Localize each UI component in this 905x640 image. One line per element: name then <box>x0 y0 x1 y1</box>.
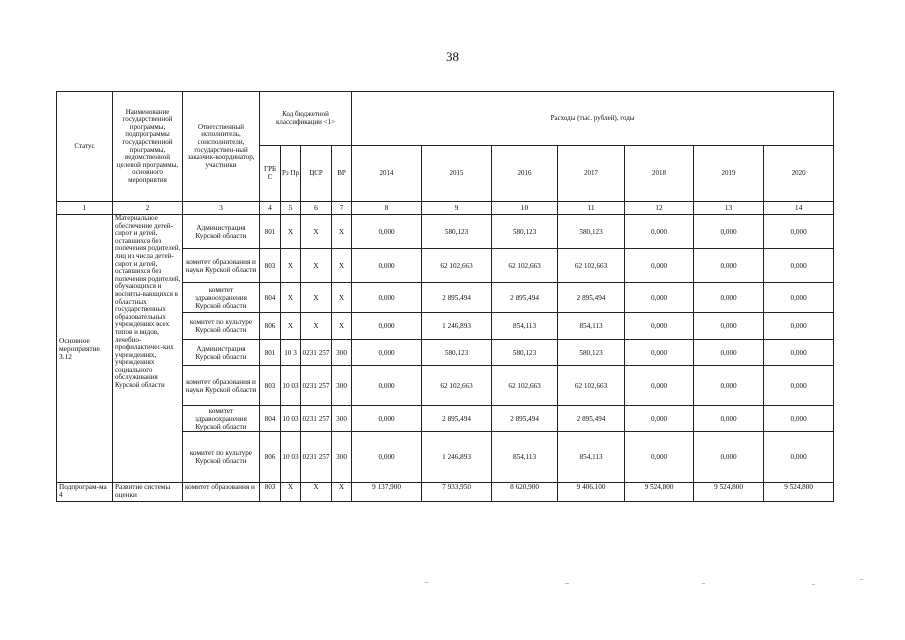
responsible-cell: комитет образования и <box>183 483 260 502</box>
value-2017: 2 895,494 <box>558 283 625 313</box>
header-grbs: ГРБ С <box>260 146 281 202</box>
budget-table <box>56 91 834 502</box>
value-2017: 62 102,663 <box>558 249 625 283</box>
vr-cell: X <box>332 215 352 249</box>
value-2015: 580,123 <box>422 340 492 366</box>
value-2016: 580,123 <box>492 215 558 249</box>
page-number: 38 <box>446 49 459 64</box>
main-block-status: Основное мероприятие 3.12 <box>57 215 113 483</box>
value-2016: 62 102,663 <box>492 366 558 406</box>
grbs-cell: 801 <box>260 215 281 249</box>
value-2019: 9 524,800 <box>694 483 764 502</box>
value-2018: 0,000 <box>625 283 694 313</box>
value-2016: 580,123 <box>492 340 558 366</box>
value-2017: 854,113 <box>558 432 625 483</box>
value-2015: 1 246,893 <box>422 313 492 340</box>
rzpr-cell: X <box>281 313 301 340</box>
grbs-cell: 803 <box>260 249 281 283</box>
value-2016: 854,113 <box>492 313 558 340</box>
rzpr-cell: X <box>281 483 301 502</box>
value-2014: 0,000 <box>352 432 422 483</box>
value-2020: 0,000 <box>764 406 834 432</box>
vr-cell: 300 <box>332 432 352 483</box>
value-2015: 2 895,494 <box>422 283 492 313</box>
column-number: 5 <box>281 202 301 215</box>
value-2020: 0,000 <box>764 215 834 249</box>
column-number: 2 <box>113 202 183 215</box>
scan-speck <box>860 579 863 580</box>
value-2018: 9 524,800 <box>625 483 694 502</box>
value-2017: 580,123 <box>558 340 625 366</box>
grbs-cell: 806 <box>260 432 281 483</box>
column-number: 13 <box>694 202 764 215</box>
value-2019: 0,000 <box>694 283 764 313</box>
value-2015: 580,123 <box>422 215 492 249</box>
grbs-cell: 804 <box>260 406 281 432</box>
header-year-2014: 2014 <box>352 146 422 202</box>
subprogram-status: Подпрограм-ма 4 <box>57 483 113 502</box>
value-2017: 580,123 <box>558 215 625 249</box>
value-2019: 0,000 <box>694 340 764 366</box>
value-2017: 2 895,494 <box>558 406 625 432</box>
value-2018: 0,000 <box>625 432 694 483</box>
header-budget-code: Код бюджетной классификации <1> <box>260 92 352 146</box>
subprogram-name: Развитие системы оценки <box>113 483 183 502</box>
rzpr-cell: 10 03 <box>281 366 301 406</box>
value-2015: 62 102,663 <box>422 366 492 406</box>
value-2020: 0,000 <box>764 366 834 406</box>
column-number: 10 <box>492 202 558 215</box>
grbs-cell: 806 <box>260 313 281 340</box>
rzpr-cell: 10 03 <box>281 432 301 483</box>
column-number-row <box>57 202 834 215</box>
header-csr: ЦСР <box>301 146 332 202</box>
header-year-2018: 2018 <box>625 146 694 202</box>
responsible-cell: Администрация Курской области <box>183 215 260 249</box>
vr-cell: X <box>332 313 352 340</box>
column-number: 8 <box>352 202 422 215</box>
csr-cell: X <box>301 215 332 249</box>
column-number: 3 <box>183 202 260 215</box>
responsible-cell: комитет образования и науки Курской области <box>183 366 260 406</box>
grbs-cell: 803 <box>260 366 281 406</box>
vr-cell: 300 <box>332 340 352 366</box>
header-vr: ВР <box>332 146 352 202</box>
header-year-2016: 2016 <box>492 146 558 202</box>
column-number: 9 <box>422 202 492 215</box>
value-2014: 0,000 <box>352 313 422 340</box>
csr-cell: X <box>301 283 332 313</box>
header-year-2015: 2015 <box>422 146 492 202</box>
value-2014: 0,000 <box>352 340 422 366</box>
value-2018: 0,000 <box>625 406 694 432</box>
value-2019: 0,000 <box>694 406 764 432</box>
value-2016: 8 620,900 <box>492 483 558 502</box>
value-2019: 0,000 <box>694 432 764 483</box>
csr-cell: 0231 257 <box>301 366 332 406</box>
header-year-2017: 2017 <box>558 146 625 202</box>
table-row <box>57 215 834 249</box>
csr-cell: X <box>301 313 332 340</box>
value-2014: 0,000 <box>352 283 422 313</box>
value-2014: 0,000 <box>352 366 422 406</box>
value-2018: 0,000 <box>625 313 694 340</box>
csr-cell: X <box>301 483 332 502</box>
grbs-cell: 804 <box>260 283 281 313</box>
value-2020: 0,000 <box>764 432 834 483</box>
value-2014: 9 137,900 <box>352 483 422 502</box>
vr-cell: X <box>332 283 352 313</box>
value-2018: 0,000 <box>625 340 694 366</box>
column-number: 7 <box>332 202 352 215</box>
table-row <box>57 483 834 502</box>
value-2017: 62 102,663 <box>558 366 625 406</box>
column-number: 12 <box>625 202 694 215</box>
vr-cell: 300 <box>332 366 352 406</box>
value-2017: 854,113 <box>558 313 625 340</box>
column-number: 6 <box>301 202 332 215</box>
vr-cell: X <box>332 249 352 283</box>
grbs-cell: 801 <box>260 340 281 366</box>
rzpr-cell: X <box>281 283 301 313</box>
value-2014: 0,000 <box>352 249 422 283</box>
scan-speck <box>702 583 705 584</box>
rzpr-cell: 10 3 <box>281 340 301 366</box>
value-2014: 0,000 <box>352 406 422 432</box>
column-number: 14 <box>764 202 834 215</box>
value-2016: 2 895,494 <box>492 406 558 432</box>
responsible-cell: комитет образования и науки Курской области <box>183 249 260 283</box>
value-2018: 0,000 <box>625 215 694 249</box>
value-2020: 0,000 <box>764 340 834 366</box>
header-responsible: Ответственный исполнитель, соисполнители, государствен-ный заказчик-координатор, участники <box>183 92 260 202</box>
value-2019: 0,000 <box>694 366 764 406</box>
csr-cell: 0231 257 <box>301 432 332 483</box>
value-2015: 7 933,950 <box>422 483 492 502</box>
csr-cell: X <box>301 249 332 283</box>
column-number: 4 <box>260 202 281 215</box>
responsible-cell: комитет здравоохранения Курской области <box>183 283 260 313</box>
value-2020: 0,000 <box>764 249 834 283</box>
value-2016: 2 895,494 <box>492 283 558 313</box>
value-2018: 0,000 <box>625 366 694 406</box>
value-2015: 1 246,893 <box>422 432 492 483</box>
header-year-2019: 2019 <box>694 146 764 202</box>
value-2015: 62 102,663 <box>422 249 492 283</box>
main-block-name: Материальное обеспечение детей-сирот и детей, оставшихся без попечения родителей, лиц из числа детей-сирот и детей, оставшихся без попечения родителей, обучающихся и воспиты-вающихся в областных государственных образовательных учреждениях всех типов и видов, лечебно-профилактичес-ких учреждениях, учреждениях социального обслуживания Курской области <box>113 215 183 483</box>
csr-cell: 0231 257 <box>301 406 332 432</box>
value-2018: 0,000 <box>625 249 694 283</box>
header-program-name: Наименование государственной программы, подпрограммы государственной программы, ведомственной целевой программы, основного мероприятия <box>113 92 183 202</box>
csr-cell: 0231 257 <box>301 340 332 366</box>
scan-speck <box>812 584 815 585</box>
rzpr-cell: 10 03 <box>281 406 301 432</box>
vr-cell: 300 <box>332 406 352 432</box>
value-2016: 854,113 <box>492 432 558 483</box>
responsible-cell: Администрация Курской области <box>183 340 260 366</box>
value-2015: 2 895,494 <box>422 406 492 432</box>
value-2019: 0,000 <box>694 215 764 249</box>
header-expenses: Расходы (тыс. рублей), годы <box>352 92 834 146</box>
value-2014: 0,000 <box>352 215 422 249</box>
column-number: 1 <box>57 202 113 215</box>
value-2016: 62 102,663 <box>492 249 558 283</box>
value-2020: 9 524,800 <box>764 483 834 502</box>
value-2020: 0,000 <box>764 283 834 313</box>
header-row-1 <box>57 92 834 146</box>
value-2020: 0,000 <box>764 313 834 340</box>
value-2017: 9 406,100 <box>558 483 625 502</box>
responsible-cell: комитет по культуре Курской области <box>183 432 260 483</box>
value-2019: 0,000 <box>694 249 764 283</box>
value-2019: 0,000 <box>694 313 764 340</box>
rzpr-cell: X <box>281 249 301 283</box>
responsible-cell: комитет по культуре Курской области <box>183 313 260 340</box>
rzpr-cell: X <box>281 215 301 249</box>
responsible-cell: комитет здравоохранения Курской области <box>183 406 260 432</box>
scan-speck <box>565 583 569 584</box>
header-status: Статус <box>57 92 113 202</box>
header-year-2020: 2020 <box>764 146 834 202</box>
grbs-cell: 803 <box>260 483 281 502</box>
header-rzpr: Рз Пр <box>281 146 301 202</box>
column-number: 11 <box>558 202 625 215</box>
scan-speck <box>425 582 428 583</box>
vr-cell: X <box>332 483 352 502</box>
